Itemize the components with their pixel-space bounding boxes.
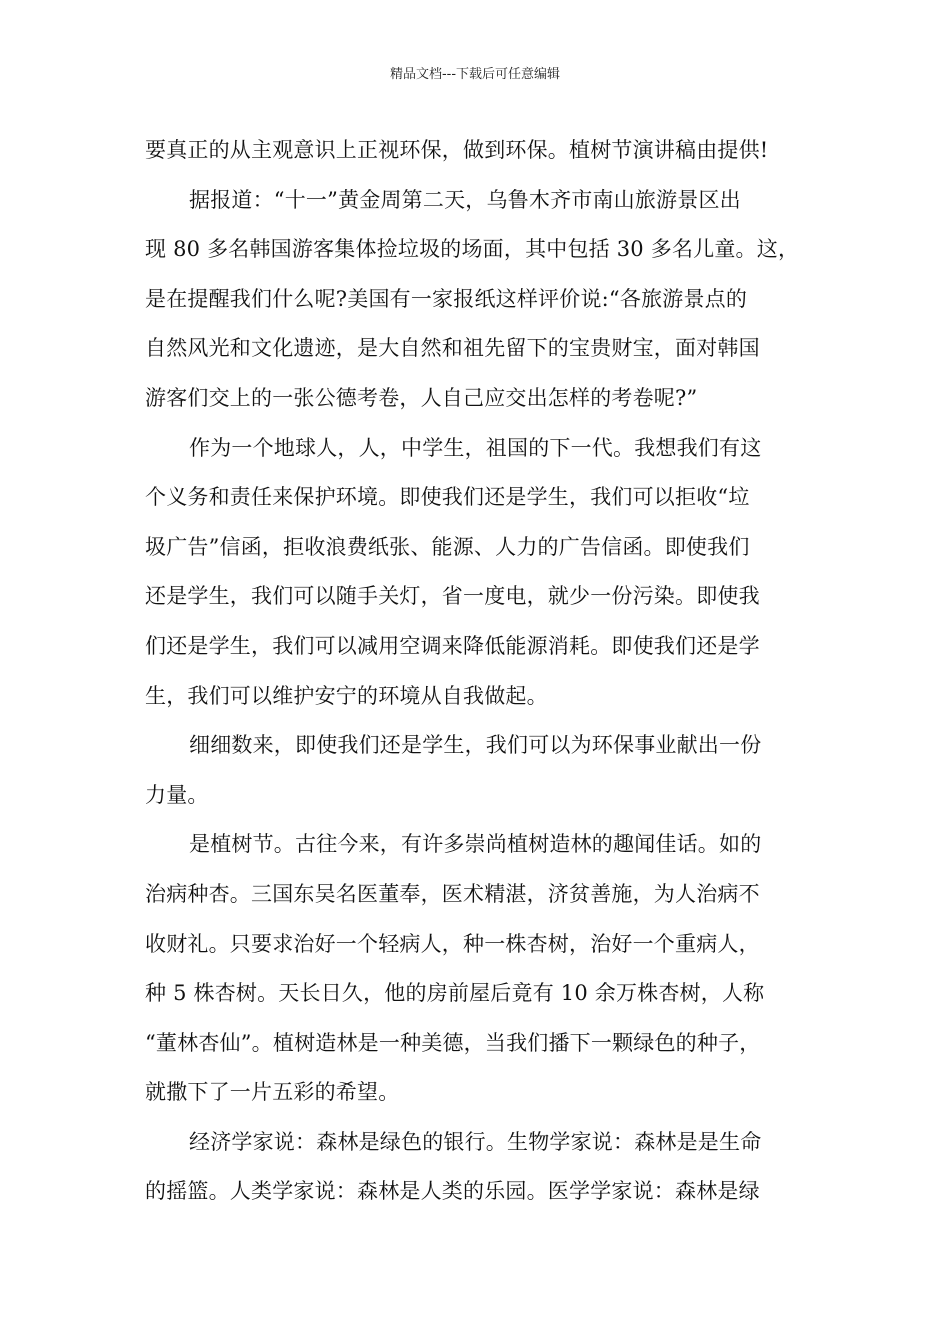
document-body (145, 126, 809, 1217)
text-line: 游客们交上的一张公德考卷，人自己应交出怎样的考卷呢?” (145, 385, 698, 410)
text-line: 要真正的从主观意识上正视环保，做到环保。植树节演讲稿由提供! (145, 138, 769, 162)
text-line: 收财礼。只要求治好一个轻病人，种一株杏树，治好一个重病人， (145, 931, 760, 956)
text-line: 经济学家说：森林是绿色的银行。生物学家说：森林是是生命 (189, 1129, 762, 1154)
text-line: 生，我们可以维护安宁的环境从自我做起。 (145, 683, 548, 708)
text-line: 自然风光和文化遗迹，是大自然和祖先留下的宝贵财宝，面对韩国 (145, 336, 760, 361)
text-line: 圾广告”信函，拒收浪费纸张、能源、人力的广告信函。即使我们 (145, 534, 750, 559)
text-line: 们还是学生，我们可以减用空调来降低能源消耗。即使我们还是学 (145, 633, 760, 658)
text-line: 是在提醒我们什么呢?美国有一家报纸这样评价说:“各旅游景点的 (145, 286, 748, 311)
text-line: 就撒下了一片五彩的希望。 (145, 1080, 400, 1105)
text-line: 治病种杏。三国东吴名医董奉，医术精湛，济贫善施，为人治病不 (145, 881, 760, 906)
text-line: 是植树节。古往今来，有许多崇尚植树造林的趣闻佳话。如的 (189, 832, 762, 857)
text-line: 据报道：“十一”黄金周第二天，乌鲁木齐市南山旅游景区出 (189, 187, 741, 212)
text-line: 的摇篮。人类学家说：森林是人类的乐园。医学学家说：森林是绿 (145, 1179, 760, 1204)
text-line: 种 5 株杏树。天长日久，他的房前屋后竟有 10 余万株杏树，人称 (145, 981, 765, 1006)
text-line: 个义务和责任来保护环境。即使我们还是学生，我们可以拒收“垃 (145, 485, 750, 510)
text-line: 作为一个地球人，人，中学生，祖国的下一代。我想我们有这 (189, 435, 762, 460)
text-line: 现 80 多名韩国游客集体捡垃圾的场面，其中包括 30 多名儿童。这， (145, 237, 800, 262)
text-line: 力量。 (145, 782, 209, 807)
text-line: 细细数来，即使我们还是学生，我们可以为环保事业献出一份 (189, 733, 762, 758)
text-line: “董林杏仙”。植树造林是一种美德，当我们播下一颗绿色的种子， (145, 1030, 761, 1055)
page-header: 精品文档---下载后可任意编辑 (389, 67, 561, 82)
text-line: 还是学生，我们可以随手关灯，省一度电，就少一份污染。即使我 (145, 584, 760, 609)
